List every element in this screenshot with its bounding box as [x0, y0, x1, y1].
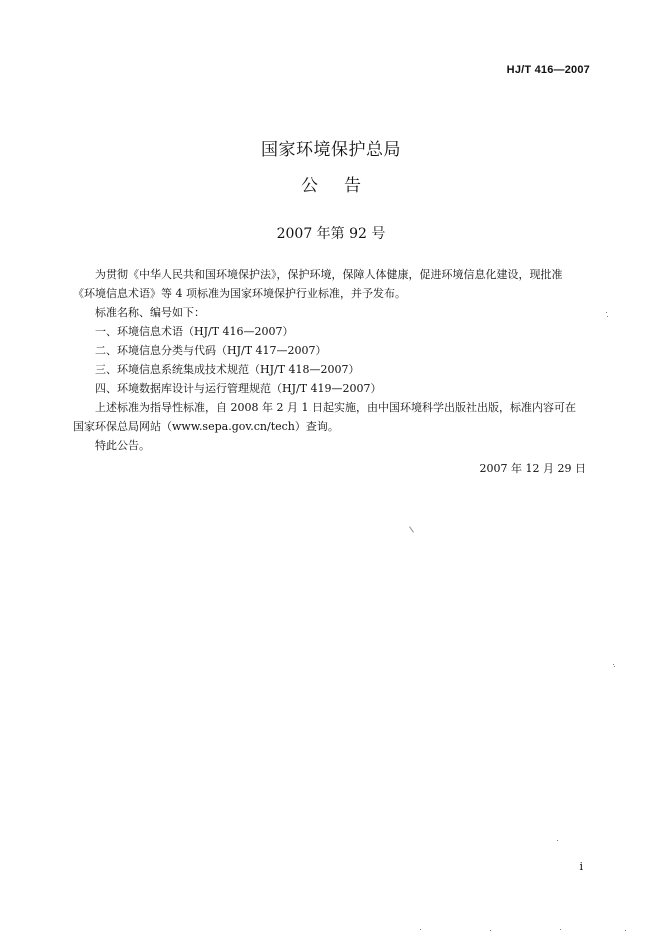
notice-title: 公告	[301, 176, 387, 196]
standard-list-item: 三、环境信息系统集成技术规范（HJ/T 418—2007）	[95, 363, 360, 376]
paragraph-line: 为贯彻《中华人民共和国环境保护法》，保护环境，保障人体健康，促进环境信息化建设，现批准	[95, 268, 563, 281]
notice-number: 2007 年第 92 号	[276, 226, 386, 242]
standards-list-intro: 标准名称、编号如下：	[95, 306, 205, 319]
standard-list-item: 一、环境信息术语（HJ/T 416—2007）	[95, 325, 294, 338]
scan-speck	[614, 666, 615, 667]
paragraph-line: 国家环保总局网站（www.sepa.gov.cn/tech）查询。	[73, 420, 339, 433]
paragraph-line: 上述标准为指导性标准，自 2008 年 2 月 1 日起实施，由中国环境科学出版社出版，标准内容可在	[95, 401, 576, 414]
paragraph-line: 《环境信息术语》等 4 项标准为国家环境保护行业标准，并予发布。	[73, 287, 406, 300]
scan-speck	[606, 312, 607, 313]
scan-speck	[420, 929, 421, 930]
notice-body	[73, 265, 589, 455]
scan-speck	[613, 664, 614, 665]
standard-code-header: HJ/T 416—2007	[506, 64, 590, 76]
page-number: i	[579, 860, 583, 873]
standard-list-item: 四、环境数据库设计与运行管理规范（HJ/T 419—2007）	[95, 382, 382, 395]
issuing-agency: 国家环境保护总局	[261, 140, 401, 160]
standard-list-item: 二、环境信息分类与代码（HJ/T 417—2007）	[95, 344, 327, 357]
scan-speck	[409, 526, 414, 532]
scan-speck	[625, 930, 626, 931]
notice-date: 2007 年 12 月 29 日	[479, 462, 586, 475]
scan-speck	[490, 930, 491, 931]
scan-speck	[560, 929, 561, 930]
scan-speck	[607, 316, 608, 317]
scan-speck	[557, 840, 558, 841]
closing-line: 特此公告。	[95, 439, 150, 452]
